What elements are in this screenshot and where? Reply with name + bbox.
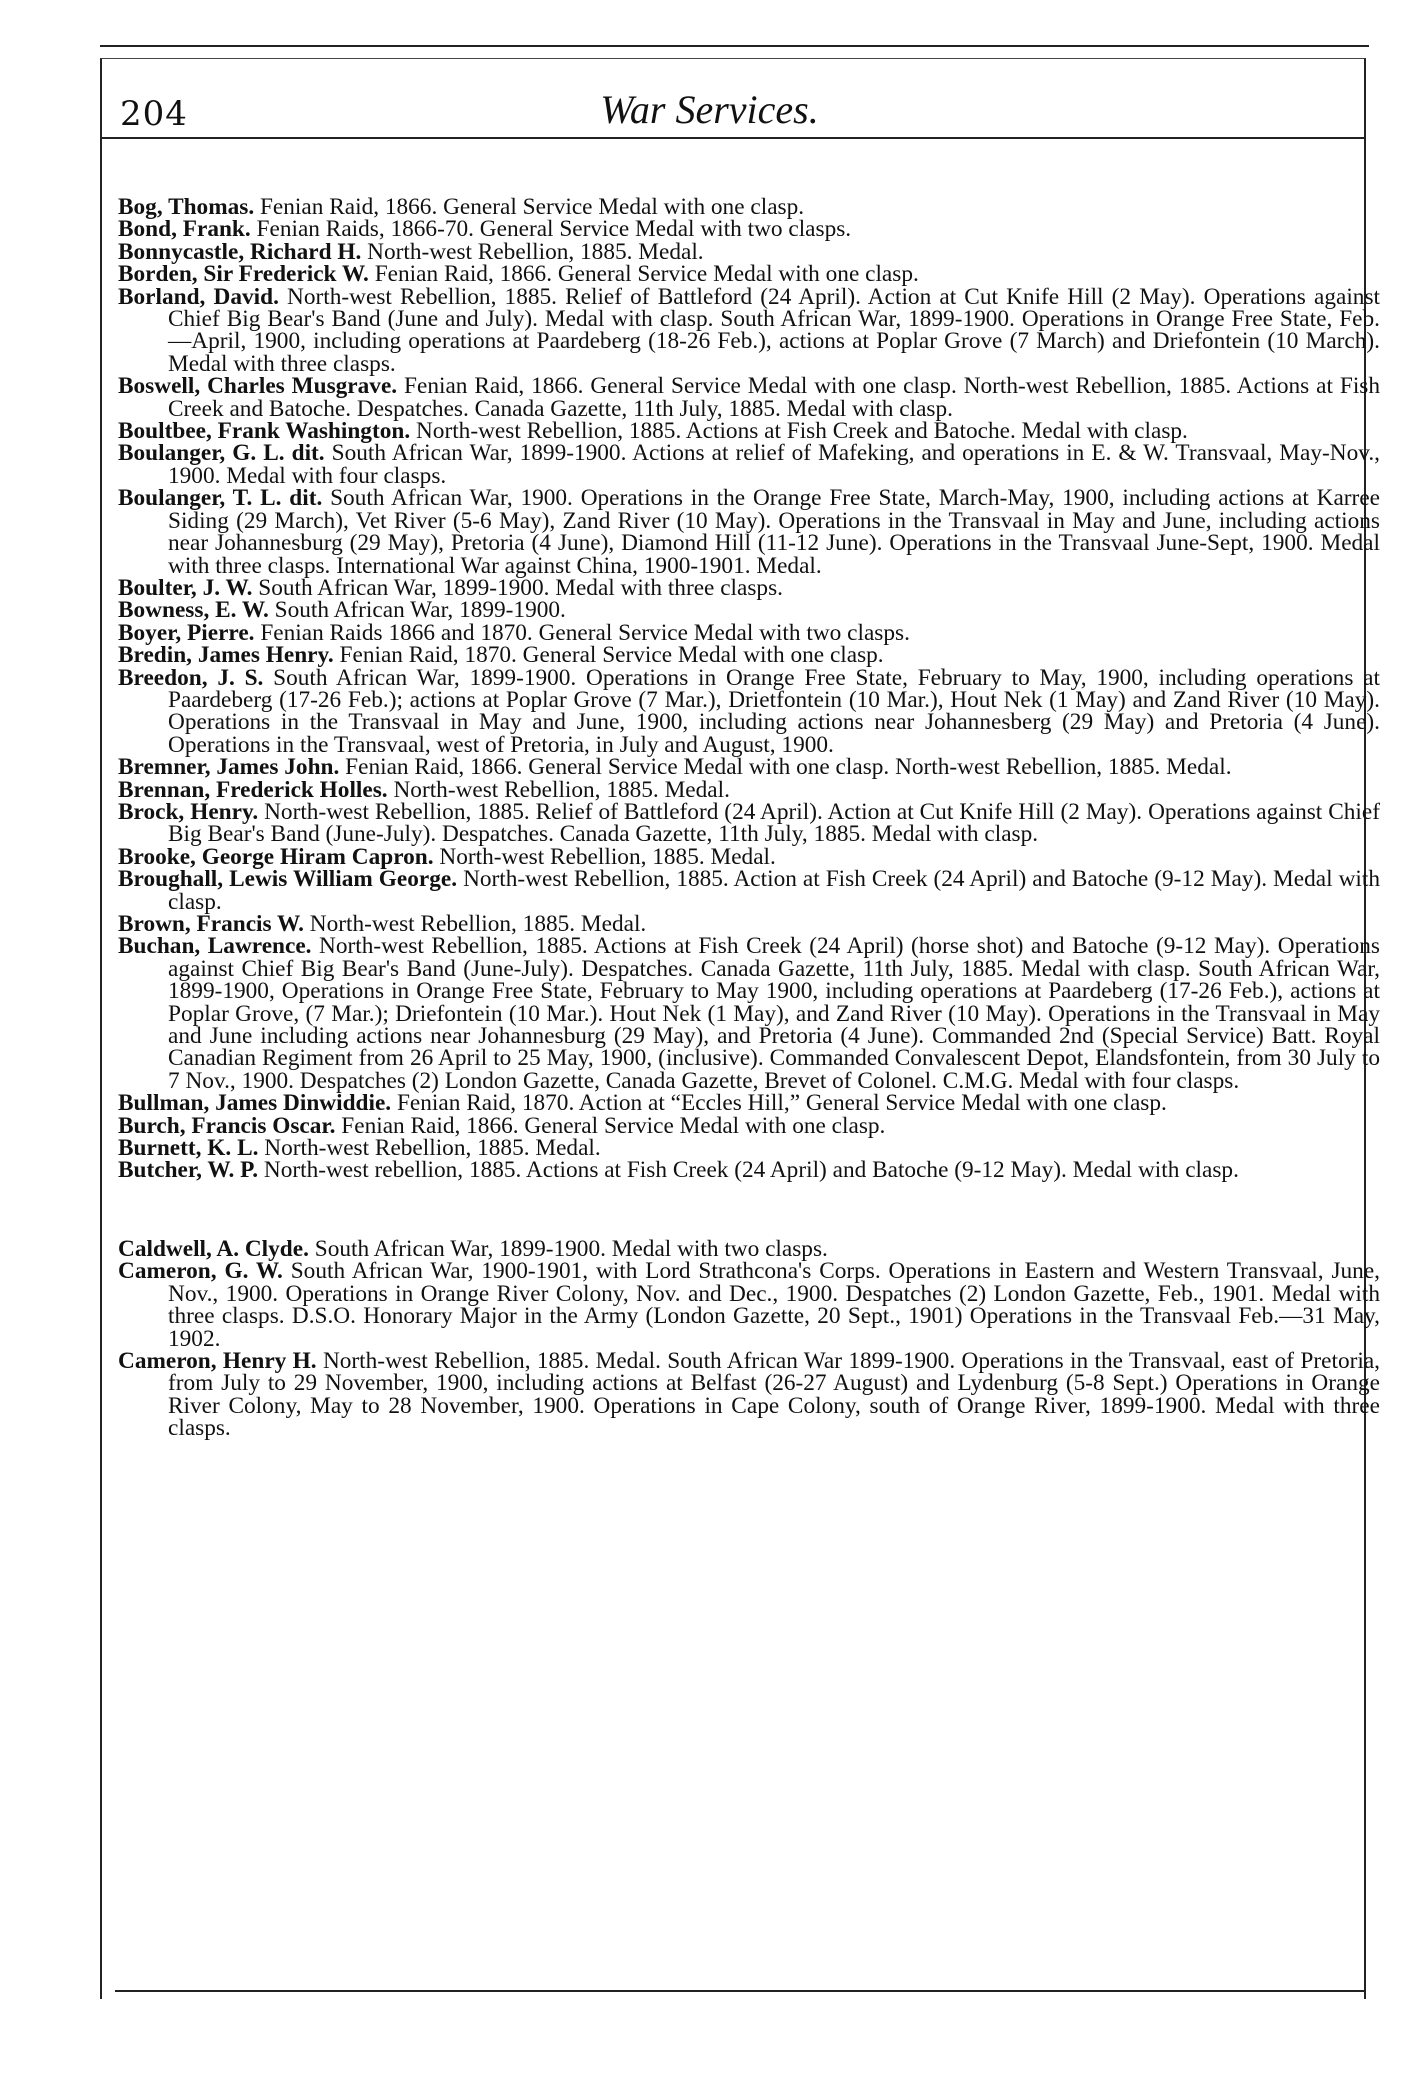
header-rule xyxy=(100,137,1364,139)
entry-text: South African War, 1899-1900. Actions at relief of Mafeking, and operations in E. & W. Transvaal, May-Nov., 1900. Medal with four clasps. xyxy=(168,440,1380,489)
entry-text: North-west Rebellion, 1885. Action at Fish Creek (24 April) and Batoche (9-12 May). Medal with clasp. xyxy=(168,866,1380,915)
bottom-rule xyxy=(115,1990,1364,1992)
entry-name: Boulanger, G. L. dit. xyxy=(118,440,325,467)
entry-text: Fenian Raid, 1866. General Service Medal with one clasp. North-west Rebellion, 1885. Actions at Fish Creek and Batoche. Despatches. Canada Gazette, 11th July, 1885. Medal with clasp. xyxy=(168,373,1381,422)
entry-name: Boswell, Charles Musgrave. xyxy=(118,373,398,400)
page-number: 204 xyxy=(120,94,188,134)
running-head: War Services. xyxy=(600,87,819,132)
entry-name: Brock, Henry. xyxy=(118,798,259,825)
entry xyxy=(118,261,1380,288)
entry-text: North-west Rebellion, 1885. Relief of Battleford (24 April). Action at Cut Knife Hill (2 May). Operations against Chief Big Bear's Band (June and July). Medal with clasp. South African War, 1899-1900. Operations in Orange Free State, Feb.—April, 1900, including operations at Paardeberg (18-26 Feb.), actions at Poplar Grove (7 March) and Driefontein (10 March). Medal with three clasps. xyxy=(168,283,1380,377)
entry-name: Breedon, J. S. xyxy=(118,664,264,691)
entry-name: Caldwell, A. Clyde. xyxy=(118,1235,309,1262)
entry-text: Fenian Raid, 1870. General Service Medal with one clasp. xyxy=(333,642,884,669)
entry-name: Bond, Frank. xyxy=(118,216,251,243)
entry-text: Fenian Raids 1866 and 1870. General Service Medal with two clasps. xyxy=(254,619,910,646)
entry xyxy=(118,196,1380,218)
entry-name: Cameron, G. W. xyxy=(118,1258,283,1285)
entry xyxy=(118,216,1380,243)
entry-name: Bog, Thomas. xyxy=(118,194,255,220)
entry-name: Borden, Sir Frederick W. xyxy=(118,261,369,288)
top-rule xyxy=(100,45,1369,47)
entry-name: Butcher, W. P. xyxy=(118,1157,259,1184)
entry-text: North-west Rebellion, 1885. Medal. xyxy=(258,1135,601,1162)
entry xyxy=(118,642,1380,669)
entry-name: Brown, Francis W. xyxy=(118,911,304,937)
entry-name: Boyer, Pierre. xyxy=(118,619,255,646)
entries-group-c xyxy=(118,1235,1380,1442)
entry-text: North-west Rebellion, 1885. Medal. xyxy=(361,238,704,265)
entry xyxy=(118,238,1380,265)
entry-text: North-west Rebellion, 1885. Medal. xyxy=(433,843,776,870)
entry-name: Borland, David. xyxy=(118,283,279,310)
entry-name: Brooke, George Hiram Capron. xyxy=(118,843,434,870)
entry-name: Brennan, Frederick Holles. xyxy=(118,776,388,803)
entry xyxy=(118,1157,1380,1184)
entry xyxy=(118,754,1380,781)
entry xyxy=(118,1235,1380,1262)
entry-text: North-west Rebellion, 1885. Actions at Fish Creek (24 April) (horse shot) and Batoche (9-12 May). Operations against Chief Big Bear's Band (June-July). Despatches. Canada Gazette, 11th July, 1885. Medal with clasp. South African War, 1899-1900, Operations in Orange Free State, February to May 1900, including operations at Paardeberg (17-26 Feb.), actions at Poplar Grove, (7 Mar.); Driefontein (10 Mar.). Hout Nek (1 May), and Zand River (10 May). Operations in the Transvaal in May and June including actions near Johannesburg (29 May), and Pretoria (4 June). Commanded 2nd (Special Service) Batt. Royal Canadian Regiment from 26 April to 25 May, 1900, (inclusive). Commanded Convalescent Depot, Elandsfontein, from 30 July to 7 Nov., 1900. Despatches (2) London Gazette, Canada Gazette, Brevet of Colonel. C.M.G. Medal with four clasps. xyxy=(168,933,1381,1094)
entry xyxy=(118,619,1380,646)
entry-name: Burch, Francis Oscar. xyxy=(118,1112,336,1139)
entry-text: North-west Rebellion, 1885. Medal. xyxy=(387,776,730,803)
entries-group-b xyxy=(118,196,1380,1182)
entry-text: Fenian Raid, 1866. General Service Medal with one clasp. xyxy=(368,261,919,288)
entry-name: Bremner, James John. xyxy=(118,754,340,781)
entry xyxy=(118,1260,1380,1350)
entry-name: Boultbee, Frank Washington. xyxy=(118,418,411,445)
entry xyxy=(118,1135,1380,1162)
entry-text: South African War, 1899-1900. Operations in Orange Free State, February to May, 1900, including operations at Paardeberg (17-26 Feb.); actions at Poplar Grove (7 Mar.), Drietfontein (10 Mar.), Hout Nek (1 May) and Zand River (10 May). Operations in the Transvaal in May and June, 1900, including actions near Johannesberg (29 May) and Pretoria (4 June). Operations in the Transvaal, west of Pretoria, in July and August, 1900. xyxy=(168,664,1380,758)
entry-name: Broughall, Lewis William George. xyxy=(118,866,458,893)
entry xyxy=(118,843,1380,870)
entry-name: Buchan, Lawrence. xyxy=(118,933,312,960)
entry-name: Boulanger, T. L. dit. xyxy=(118,485,323,512)
entry-text: Fenian Raid, 1866. General Service Medal with one clasp. xyxy=(335,1112,886,1139)
entry-text: South African War, 1900-1901, with Lord Strathcona's Corps. Operations in Eastern and Western Transvaal, June, Nov., 1900. Operations in Orange River Colony, Nov. and Dec., 1900. Despatches (2) London Gazette, Feb., 1901. Medal with three clasps. D.S.O. Honorary Major in the Army (London Gazette, 20 Sept., 1901) Operations in the Transvaal Feb.—31 May, 1902. xyxy=(168,1258,1380,1352)
entry-name: Bullman, James Dinwiddie. xyxy=(118,1090,392,1117)
entry-text: South African War, 1899-1900. Medal with two clasps. xyxy=(308,1235,828,1262)
entry xyxy=(118,935,1380,1092)
entry-text: North-west Rebellion, 1885. Medal. xyxy=(303,911,647,937)
entry xyxy=(118,798,1380,848)
entry-text: Fenian Raid, 1870. Action at “Eccles Hill,” General Service Medal with one clasp. xyxy=(391,1090,1167,1117)
entry xyxy=(118,664,1380,758)
entry xyxy=(118,574,1380,601)
entry-name: Bredin, James Henry. xyxy=(118,642,334,669)
entry-text: Fenian Raid, 1866. General Service Medal with one clasp. xyxy=(254,194,805,220)
entry-name: Boulter, J. W. xyxy=(118,574,253,601)
entry-text: North-west Rebellion, 1885. Medal. South African War 1899-1900. Operations in the Transvaal, east of Pretoria, from July to 29 November, 1900, including actions at Belfast (26-27 August) and Lydenburg (5-8 Sept.) Operations in Orange River Colony, May to 28 November, 1900. Operations in Cape Colony, south of Orange River, 1899-1900. Medal with three clasps. xyxy=(168,1347,1380,1442)
entry-text: South African War, 1899-1900. xyxy=(268,597,566,624)
entry xyxy=(118,1347,1380,1442)
entry xyxy=(118,1090,1380,1117)
entry-text: North-west rebellion, 1885. Actions at Fish Creek (24 April) and Batoche (9-12 May). Medal with clasp. xyxy=(258,1157,1239,1184)
entry xyxy=(118,776,1380,803)
entry-name: Bonnycastle, Richard H. xyxy=(118,238,362,265)
entry xyxy=(118,375,1380,420)
entry xyxy=(118,597,1380,624)
entry-text: Fenian Raid, 1866. General Service Medal with one clasp. North-west Rebellion, 1885. Medal. xyxy=(339,754,1232,781)
entry xyxy=(118,913,1380,935)
entry-text: South African War, 1900. Operations in the Orange Free State, March-May, 1900, including actions at Karree Siding (29 March), Vet River (5-6 May), Zand River (10 May). Operations in the Transvaal in May and June, including actions near Johannesburg (29 May), Pretoria (4 June), Diamond Hill (11-12 June). Operations in the Transvaal June-Sept, 1900. Medal with three clasps. International War against China, 1900-1901. Medal. xyxy=(168,485,1380,579)
entry xyxy=(118,487,1380,577)
entry-name: Bowness, E. W. xyxy=(118,597,269,624)
entry-text: North-west Rebellion, 1885. Actions at Fish Creek and Batoche. Medal with clasp. xyxy=(410,418,1188,445)
entry-text: Fenian Raids, 1866-70. General Service Medal with two clasps. xyxy=(250,216,852,243)
entry-text: North-west Rebellion, 1885. Relief of Battleford (24 April). Action at Cut Knife Hill (2 May). Operations against Chief Big Bear's Band (June-July). Despatches. Canada Gazette, 11th July, 1885. Medal with clasp. xyxy=(168,798,1380,848)
section-gap xyxy=(118,1182,1380,1238)
entry xyxy=(118,1112,1380,1139)
entry xyxy=(118,283,1380,377)
entry-name: Burnett, K. L. xyxy=(118,1135,259,1162)
entry-name: Cameron, Henry H. xyxy=(118,1347,317,1374)
entry xyxy=(118,418,1380,445)
entries-list xyxy=(118,196,1380,1440)
entry-text: South African War, 1899-1900. Medal with three clasps. xyxy=(252,574,783,601)
entry xyxy=(118,868,1380,913)
entry xyxy=(118,442,1380,487)
